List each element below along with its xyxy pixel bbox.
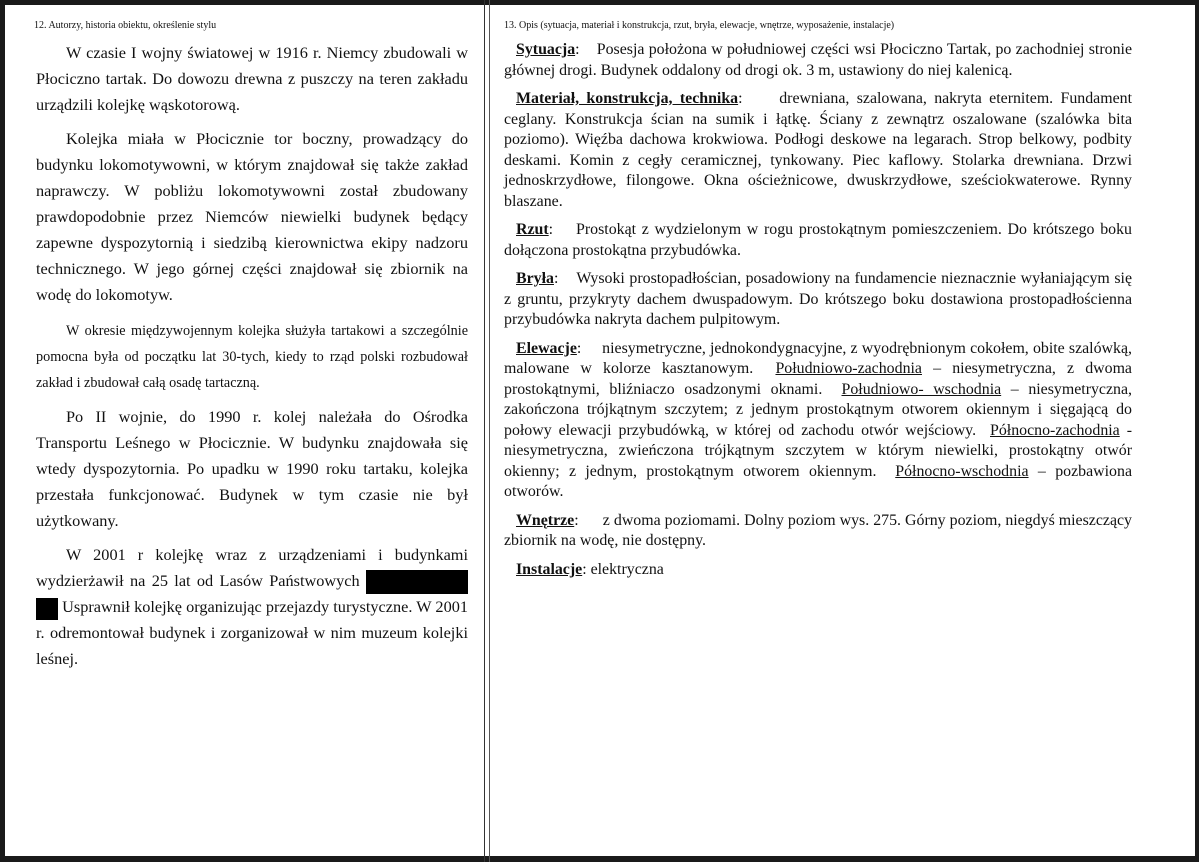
scan-edge-left xyxy=(0,0,5,862)
section-text: Prostokąt z wydzielonym w rogu prostokątnym pomieszczeniem. Do krótszego boku dołączona prostokątna przybudówka. xyxy=(504,221,1132,259)
section-label: Rzut xyxy=(516,221,549,238)
history-paragraph: W okresie międzywojennym kolejka służyła tartakowi a szczególnie pomocna była od początku lat 30-tych, kiedy to rząd polski rozbudował zakład i zbudował całą osadę tartaczną. xyxy=(36,323,468,391)
section-elewacje: Elewacje: niesymetryczne, jednokondygnacyjne, z wyodrębnionym cokołem, obite szalówką, malowane w kolorze kasztanowym. Południowo-zachodnia – niesymetryczna, z dwoma prostokątnymi, bliźniaczo osadzonymi oknami. Południowo- wschodnia – niesymetryczna, zakończona trójkątnym szczytem; z jednym prostokątnym otworem okiennym i sięgającą do połowy elewacji przybudówką, w której od zachodu otwór wejściowy. Północno-zachodnia - niesymetryczna, zwieńczona trójkątnym szczytem w którym niewielki, prostokątny otwór okienny; z jednym, prostokątnym otworem okiennym. Północno-wschodnia – pozbawiona otworów. xyxy=(504,339,1133,500)
history-text: Usprawnił kolejkę organizując przejazdy turystyczne. W 2001 r. odremontował budynek i zorganizował w nim muzeum kolejki leśnej. xyxy=(36,597,468,669)
facade-text: – niesymetryczna, z dwoma prostokątnymi, bliźniaczo osadzonymi oknami. xyxy=(504,360,1132,398)
section-bryla: Bryła: Wysoki prostopadłościan, posadowiony na fundamencie nieznacznie wyłaniającym się z gruntu, przykryty dachem dwuspadowym. Do krótszego boku dostawiona prostopadłościenna przybudówka nakryta dachem pulpitowym. xyxy=(504,270,1132,328)
facade-text: – niesymetryczna, zakończona trójkątnym szczytem; z jednym prostokątnym otworem okiennym i sięgającą do połowy elewacji przybudówką, w której od zachodu otwór wejściowy. xyxy=(504,380,1133,439)
facade-label: Południowo-zachodnia xyxy=(775,360,922,377)
section-material: Materiał, konstrukcja, technika: drewniana, szalowana, nakryta eternitem. Fundament ceglany. Konstrukcja ścian na sumik i łątkę. Ściany z zewnątrz oszalowane (szalówka bita poziomo). Więźba dachowa krokwiowa. Podłogi deskowe na legarach. Strop belkowy, podbity deskami. Komin z cegły ceramicznej, tynkowany. Piec kaflowy. Stolarka drewniana. Drzwi jednoskrzydłowe, filongowe. Okna ościeżnicowe, dwuskrzydłowe, sześciokwaterowe. Rynny blaszane. xyxy=(504,90,1132,210)
scan-edge-bottom xyxy=(0,856,1199,862)
column-divider xyxy=(484,0,485,862)
section-label: Materiał, konstrukcja, technika xyxy=(516,90,739,107)
scan-edge-right xyxy=(1195,0,1199,862)
section-text: Posesja położona w południowej części wsi Płociczno Tartak, po zachodniej stronie głównej drogi. Budynek oddalony od drogi ok. 3 m, ustawiony do niej kalenicą. xyxy=(504,41,1132,79)
section-label: Wnętrze xyxy=(516,511,575,529)
column-divider-secondary xyxy=(489,0,490,862)
section-label: Sytuacja xyxy=(516,41,576,58)
facade-label: Północno-wschodnia xyxy=(895,462,1029,480)
section-text: drewniana, szalowana, nakryta eternitem. Fundament ceglany. Konstrukcja ścian na sumik i łątkę. Ściany z zewnątrz oszalowane (szalówka bita poziomo). Więźba dachowa krokwiowa. Podłogi deskowe na legarach. Strop belkowy, podbity deskami. Komin z cegły ceramicznej, tynkowany. Piec kaflowy. Stolarka drewniana. Drzwi jednoskrzydłowe, filongowe. Okna ościeżnicowe, dwuskrzydłowe, sześciokwaterowe. Rynny blaszane. xyxy=(504,90,1132,210)
facade-text: – pozbawiona otworów. xyxy=(504,462,1133,500)
facade-label: Północno-zachodnia xyxy=(990,421,1120,439)
section-rzut: Rzut: Prostokąt z wydzielonym w rogu prostokątnym pomieszczeniem. Do krótszego boku dołączona prostokątna przybudówka. xyxy=(504,221,1132,259)
scan-edge-top xyxy=(0,0,1199,5)
history-paragraph: W czasie I wojny światowej w 1916 r. Niemcy zbudowali w Płociczno tartak. Do dowozu drewna z puszczy na teren zakładu urządzili kolejkę wąskotorową. xyxy=(36,43,468,114)
section-sytuacja: Sytuacja: Posesja położona w południowej części wsi Płociczno Tartak, po zachodniej stronie głównej drogi. Budynek oddalony od drogi ok. 3 m, ustawiony do niej kalenicą. xyxy=(504,41,1132,79)
section-text: elektryczna xyxy=(590,560,664,578)
section-text: niesymetryczne, jednokondygnacyjne, z wyodrębnionym cokołem, obite szalówką, malowane w kolorze kasztanowym. xyxy=(504,339,1132,377)
section-label: Instalacje xyxy=(516,560,583,578)
description-column xyxy=(504,20,1132,580)
facade-label: Południowo- wschodnia xyxy=(841,380,1002,398)
section-label: Bryła xyxy=(516,270,554,287)
facade-text: - niesymetryczna, zwieńczona trójkątnym szczytem w którym niewielki, prostokątny otwór okienny; z jednym, prostokątnym otworem okiennym. xyxy=(504,421,1132,480)
redaction-block xyxy=(366,570,468,594)
history-header: 12. Autorzy, historia obiektu, określenie stylu xyxy=(34,20,217,31)
redaction-block xyxy=(36,598,58,620)
section-text: Wysoki prostopadłościan, posadowiony na fundamencie nieznacznie wyłaniającym się z gruntu, przykryty dachem dwuspadowym. Do krótszego boku dostawiona prostopadłościenna przybudówka nakryta dachem pulpitowym. xyxy=(504,270,1132,328)
history-column xyxy=(36,20,468,672)
section-text: z dwoma poziomami. Dolny poziom wys. 275. Górny poziom, niegdyś mieszczący zbiornik na wodę, nie dostępny. xyxy=(504,511,1132,549)
section-label: Elewacje xyxy=(516,339,577,357)
history-paragraph: Kolejka miała w Płocicznie tor boczny, prowadzący do budynku lokomotywowni, w którym znajdował się także zakład naprawczy. W pobliżu lokomotywowni został zbudowany prawdopodobnie przez Niemców niewielki budynek będący zapewne dyspozytornią i siedzibą kierownictwa ekipy nadzoru technicznego. W jego górnej części znajdował się zbiornik na wodę do lokomotyw. xyxy=(36,129,468,304)
section-instalacje: Instalacje: elektryczna xyxy=(516,560,664,578)
history-paragraph-last xyxy=(36,542,468,672)
section-wnetrze: Wnętrze: z dwoma poziomami. Dolny poziom wys. 275. Górny poziom, niegdyś mieszczący zbiornik na wodę, nie dostępny. xyxy=(504,511,1132,549)
history-paragraph: Po II wojnie, do 1990 r. kolej należała do Ośrodka Transportu Leśnego w Płocicznie. W budynku znajdowała się wtedy dyspozytornia. Po upadku w 1990 roku tartaku, kolejka przestała funkcjonować. Budynek w tym czasie nie był użytkowany. xyxy=(36,407,468,530)
history-text: W 2001 r kolejkę wraz z urządzeniami i budynkami wydzierżawił na 25 lat od Lasów Państwowych xyxy=(36,545,468,590)
description-header: 13. Opis (sytuacja, materiał i konstrukcja, rzut, bryła, elewacje, wnętrze, wyposażenie, instalacje) xyxy=(504,20,895,31)
